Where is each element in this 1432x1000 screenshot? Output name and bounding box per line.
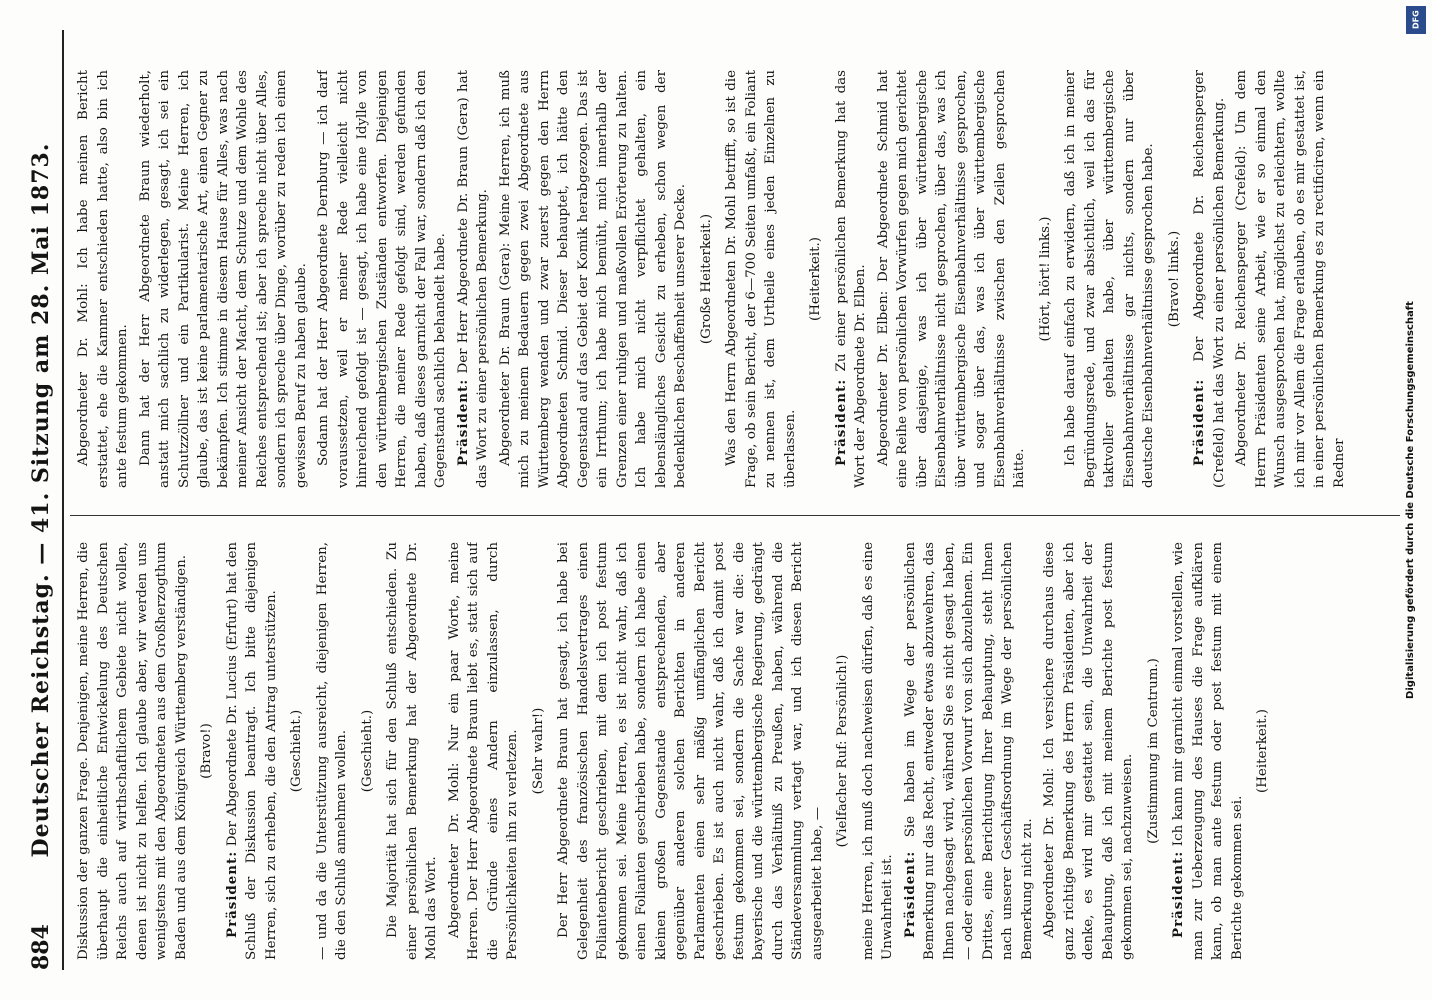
- stage-direction: (Sehr wahr!): [530, 707, 546, 795]
- stage-direction: (Bravo! links.): [1166, 230, 1182, 328]
- speech-paragraph: [1169, 542, 1247, 960]
- speech-paragraph: [1061, 70, 1159, 488]
- paragraph-text: Der Herr Abgeordnete Braun hat gesagt, ich habe bei Gelegenheit des französischen Handelsvertrages einen Foliantenbericht geschrieben, mit dem ich post festum gekommen sei. Meine Herren, es ist nicht wahr, daß ich einen Folianten geschrieben habe, sondern ich habe einen kleinen großen Gegenstande entsprechenden, aber gegenüber anderen solchen Berichten in anderen Parlamenten einen sehr mäßig umfänglichen Bericht geschrieben. Es ist auch nicht wahr, daß ich damit post festum gekommen sei, sondern die Sache war die: die bayerische und die württembergische Regierung, gedrängt durch das Verhältniß zu Preußen, haben, während die Ständeversammlung vertagt war, und ich diesen Bericht ausgearbeitet habe, —: [556, 542, 825, 960]
- paragraph-text: Abgeordneter Dr. Braun (Gera): Meine Herren, ich muß mich zu meinem Bedauern gegen zwei Abgeordnete aus Württemberg wenden und zwar zuerst gegen den Herrn Abgeordneten Schmid. Dieser behauptet, ich hätte den Gegenstand auf das Gebiet der Komik herabgezogen. Das ist ein Irrthum; ich habe mich bemüht, mich innerhalb der Grenzen einer ruhigen und maßvollen Erörterung zu halten. Ich habe mich nicht verpflichtet gehalten, ein lebenslängliches Gesicht zu erheben, schon wegen der bedenklichen Beschaffenheit unserer Decke.: [497, 70, 688, 488]
- stage-direction: (Große Heiterkeit.): [698, 213, 714, 345]
- paragraph-text: Abgeordneter Dr. Mohl: Ich habe meinen Bericht erstattet, ehe die Kammer entschieden hatte, also bin ich ante festum gekommen.: [76, 70, 130, 488]
- paragraph-text: Diskussion der ganzen Frage. Denjenigen, meine Herren, die überhaupt die einheitliche Entwickelung des Deutschen Reichs auch auf wirthschaftlichem Gebiete nicht wollen, denen ist nicht zu helfen. Ich glaube aber, wir werden uns wenigstens mit den Abgeordneten aus dem Großherzogthum Baden und aus dem Königreich Württemberg verständigen.: [76, 542, 189, 960]
- speech-paragraph: [383, 542, 442, 960]
- stage-direction: (Bravo!): [199, 723, 214, 779]
- speech-paragraph: [1232, 70, 1349, 488]
- paragraph-text: Was den Herrn Abgeordneten Dr. Mohl betrifft, so ist die Frage, ob sein Bericht, der 6—700 Seiten umfaßt, ein Foliant zu nennen ist, dem Urtheile eines jeden Einzelnen zu überlassen.: [724, 70, 798, 488]
- speech-paragraph: [74, 542, 191, 960]
- paragraph-text: — und da die Unterstützung ausreicht, diejenigen Herren, die den Schluß annehmen wollen.: [314, 542, 349, 960]
- speech-paragraph: [223, 542, 282, 960]
- speaker-label: Präsident:: [901, 850, 918, 938]
- paragraph-text: Zu einer persönlichen Bemerkung hat das Wort der Abgeordnete Dr. Elben.: [833, 70, 868, 488]
- dfg-logo: DFG: [1406, 6, 1426, 34]
- paragraph-text: Sodann hat der Herr Abgeordnete Dernburg — ich darf voraussetzen, weil er meiner Rede vielleicht nicht hinreichend gefolgt ist — gesagt, ich habe eine Idylle von den württembergischen Zuständen entworfen. Diejenigen Herren, die meiner Rede gefolgt sind, werden gefunden haben, daß dieses garnicht der Fall war, sondern daß ich den Gegenstand sachlich behandelt habe.: [316, 70, 448, 488]
- speech-paragraph: [136, 70, 312, 488]
- stage-direction: (Geschieht.): [289, 709, 304, 793]
- paragraph-text: Der Abgeordnete Dr. Reichensperger (Crefeld) hat das Wort zu einer persönlichen Bemerkung.: [1192, 70, 1227, 488]
- paragraph-text: Abgeordneter Dr. Mohl: Ich versichere durchaus diese ganz richtige Bemerkung des Herrn Präsidenten, aber ich denke, es wird mir gestattet sein, die Unwahrheit der Behauptung, daß ich mit meinem Berichte post festum gekommen sei, nachzuweisen.: [1042, 542, 1135, 960]
- speech-paragraph: [445, 542, 523, 960]
- paragraph-text: Der Herr Abgeordnete Dr. Braun (Gera) hat das Wort zu einer persönlichen Bemerkung.: [455, 70, 490, 488]
- paragraph-text: Abgeordneter Dr. Elben: Der Abgeordnete Schmid hat eine Reihe von persönlichen Vorwürfen gegen mich gerichtet über dasjenige, was ich über württembergische Eisenbahnverhältnisse nicht gesprochen, über das, was ich über württembergische Eisenbahnverhältnisse gesprochen, und sogar über das, was ich über württembergische Eisenbahnverhältnisse zwischen den Zeilen gesprochen hätte.: [875, 70, 1027, 488]
- digitization-note-text: Digitalisierung gefördert durch die Deutsche Forschungsgemeinschaft: [1405, 301, 1416, 699]
- column-divider: [70, 515, 1400, 516]
- speech-paragraph: [1040, 542, 1138, 960]
- speaker-label: Präsident:: [832, 378, 849, 466]
- speech-paragraph: [554, 542, 827, 960]
- speech-paragraph: [859, 542, 898, 960]
- running-title: Deutscher Reichstag. — 41. Sitzung am 28. Mai 1873.: [28, 142, 54, 858]
- paragraph-text: Abgeordneter Dr. Reichensperger (Crefeld): Um dem Herrn Präsidenten seine Arbeit, wie er so einmal den Wunsch ausgesprochen hat, möglichst zu erleichtern, wollte ich mir vor Allem die Frage erlauben, ob es mir gestattet ist, in einer persönlichen Bemerkung es zu rectificiren, wenn ein Redner: [1234, 70, 1347, 488]
- speech-paragraph: [496, 70, 691, 488]
- speaker-label: Präsident:: [454, 378, 471, 466]
- left-column: [74, 542, 1394, 960]
- paragraph-text: meine Herren, ich muß doch nachweisen dürfen, daß es eine Unwahrheit ist.: [860, 542, 895, 960]
- paragraph-text: Der Abgeordnete Dr. Lucius (Erfurt) hat den Schluß der Diskussion beantragt. Ich bitte diejenigen Herren, sich zu erheben, die den Antrag unterstützen.: [224, 542, 279, 960]
- stage-direction: (Geschieht.): [359, 709, 375, 793]
- speaker-label: Präsident:: [223, 850, 240, 938]
- digitization-note: [1398, 0, 1424, 1000]
- page-header: [22, 30, 62, 970]
- stage-direction: (Vielfacher Ruf: Persönlich!): [835, 654, 850, 848]
- paragraph-text: Ich habe darauf einfach zu erwidern, daß ich in meiner Begründungsrede, und zwar absichtlich, weil ich das für taktvoller gehalten habe, über württembergische Eisenbahnverhältnisse gar nichts, sondern nur über deutsche Eisenbahnverhältnisse gesprochen habe.: [1063, 70, 1156, 488]
- speech-paragraph: [74, 70, 133, 488]
- speech-paragraph: [874, 70, 1030, 488]
- speech-paragraph: [901, 542, 1038, 960]
- speech-paragraph: [314, 70, 451, 488]
- speech-paragraph: [1190, 70, 1229, 488]
- speech-paragraph: [722, 70, 800, 488]
- paragraph-text: Dann hat der Herr Abgeordnete Braun wiederholt, anstatt mich sachlich zu widerlegen, gesagt, ich sei ein Schutzzöllner und ein Partikularist. Meine Herren, ich glaube, das ist keine parlamentarische Art, einen Gegner zu bekämpfen. Ich stimme in diesem Hause für Alles, was nach meiner Ansicht der Macht, dem Schutze und dem Wohle des Reiches entsprechend ist; aber ich spreche nicht über Alles, sondern ich spreche über Dinge, worüber zu reden ich einen gewissen Beruf zu haben glaube.: [137, 70, 309, 488]
- speech-paragraph: [313, 542, 352, 960]
- stage-direction: (Heiterkeit.): [1255, 709, 1270, 793]
- right-column: [74, 70, 1394, 488]
- header-rule: [62, 30, 64, 970]
- paragraph-text: Ich kann mir garnicht einmal vorstellen, wie man zur Ueberzeugung des Hauses die Frage aufklären kann, ob man ante festum oder post festum mit einem Berichte gekommen sei.: [1171, 542, 1245, 960]
- paragraph-text: Die Majorität hat sich für den Schluß entschieden. Zu einer persönlichen Bemerkung hat der Abgeordnete Dr. Mohl das Wort.: [385, 542, 439, 960]
- speaker-label: Präsident:: [1191, 378, 1207, 466]
- page-number: 884: [28, 924, 54, 970]
- stage-direction: (Hört, hört! links.): [1037, 216, 1053, 342]
- paragraph-text: Sie haben im Wege der persönlichen Bemerkung nur das Recht, entweder etwas abzuwehren, das Ihnen nachgesagt wird, während Sie es nicht gesagt haben, — oder einen persönlichen Vorwurf von sich abzulehnen. Ein Drittes, eine Berichtigung Ihrer Behauptung, steht Ihnen nach unserer Geschäftsordnung im Wege der persönlichen Bemerkung nicht zu.: [902, 542, 1035, 960]
- speech-paragraph: [832, 70, 871, 488]
- stage-direction: (Zustimmung im Centrum.): [1145, 658, 1161, 844]
- stage-direction: (Heiterkeit.): [808, 237, 823, 321]
- paragraph-text: Abgeordneter Dr. Mohl: Nur ein paar Worte, meine Herren. Der Herr Abgeordnete Braun liebt es, statt sich auf die Gründe eines Andern einzulassen, durch Persönlichkeiten ihn zu verletzen.: [446, 542, 520, 960]
- speech-paragraph: [454, 70, 493, 488]
- speaker-label: Präsident:: [1170, 850, 1186, 938]
